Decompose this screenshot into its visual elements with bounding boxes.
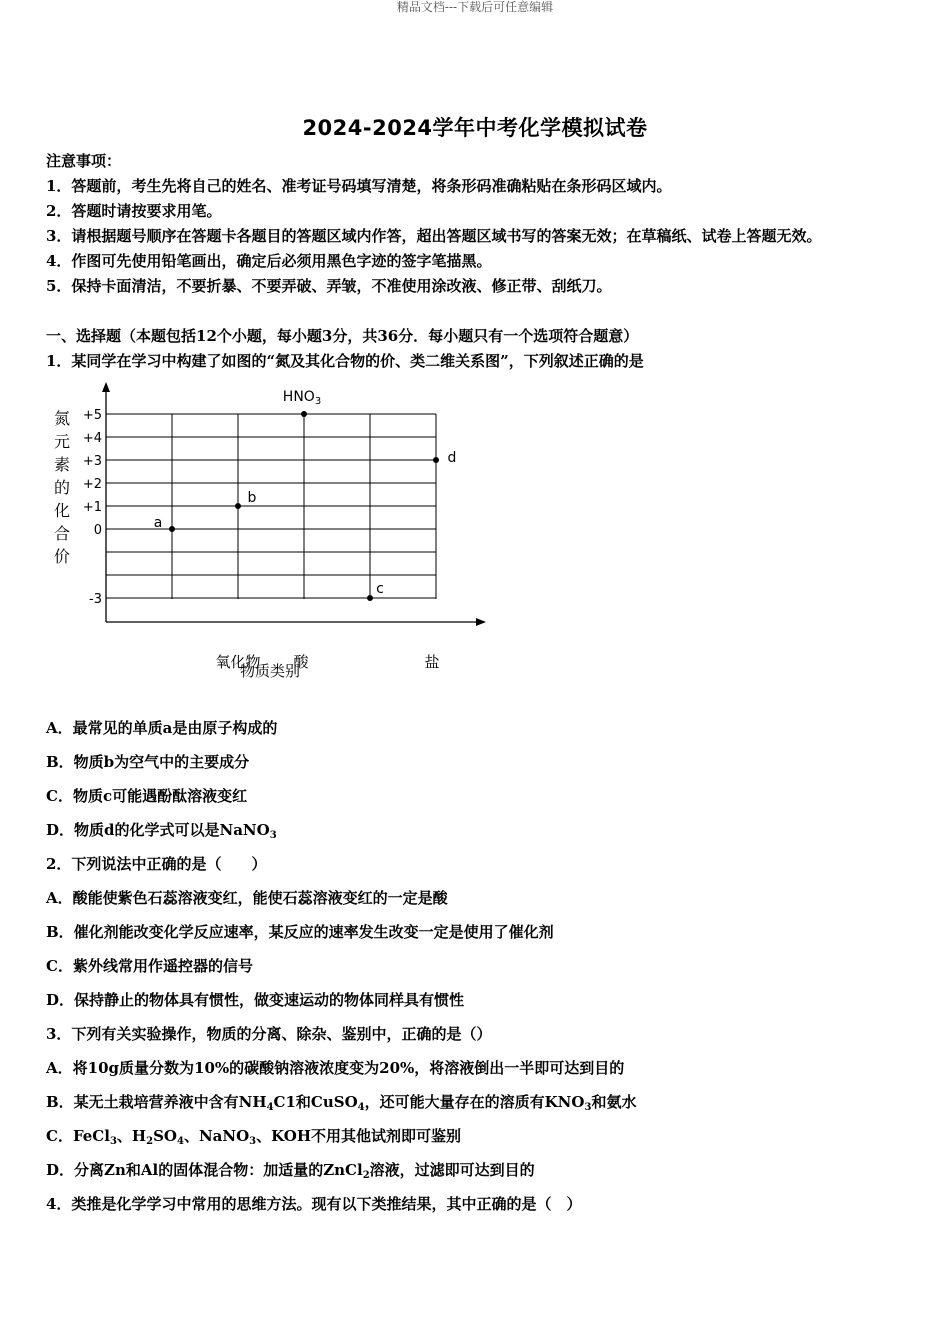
valence-class-chart xyxy=(46,378,506,688)
question-3-stem: 3．下列有关实验操作，物质的分离、除杂、鉴别中，正确的是（） xyxy=(46,1025,492,1043)
text: C1和CuSO xyxy=(273,1093,358,1111)
y-tick-label: +2 xyxy=(82,477,102,492)
data-point xyxy=(433,457,439,463)
q1-option-a[interactable]: A．最常见的单质a是由原子构成的 xyxy=(46,719,278,737)
q3-option-c[interactable] xyxy=(46,1126,461,1146)
y-label-char: 氮 xyxy=(53,409,71,428)
x-category-label: 氧化物 xyxy=(215,653,261,671)
question-1-stem: 1．某同学在学习中构建了如图的“氮及其化合物的价、类二维关系图”，下列叙述正确的是 xyxy=(46,352,644,370)
section-heading: 一、选择题（本题包括12个小题，每小题3分，共36分．每小题只有一个选项符合题意） xyxy=(46,327,639,345)
q1-option-d[interactable] xyxy=(46,820,277,840)
x-category-label: 盐 xyxy=(424,653,440,671)
text: 、KOH不用其他试剂即可鉴别 xyxy=(256,1127,462,1145)
q2-option-c[interactable]: C．紫外线常用作遥控器的信号 xyxy=(46,957,253,975)
text: SO xyxy=(153,1127,177,1145)
chart-axes xyxy=(102,382,486,626)
notice-item: 2．答题时请按要求用笔。 xyxy=(46,202,222,220)
subscript: 3 xyxy=(584,1102,592,1113)
subscript: 3 xyxy=(109,1136,117,1147)
subscript: 3 xyxy=(314,396,322,407)
text: 、H xyxy=(116,1127,147,1145)
subscript: 2 xyxy=(146,1136,154,1147)
subscript: 2 xyxy=(362,1170,370,1181)
page-header-note: 精品文档---下载后可任意编辑 xyxy=(396,0,554,14)
y-tick-label: +5 xyxy=(82,408,102,423)
subscript: 4 xyxy=(357,1102,365,1113)
subscript: 3 xyxy=(269,830,277,841)
data-point xyxy=(367,595,373,601)
chart-y-ticks xyxy=(83,408,102,607)
data-point-label: c xyxy=(376,581,384,597)
y-tick-label: -3 xyxy=(89,592,102,607)
text: ，还可能大量存在的溶质有KNO xyxy=(364,1093,585,1111)
q2-option-a[interactable]: A．酸能使紫色石蕊溶液变红，能使石蕊溶液变红的一定是酸 xyxy=(46,889,448,907)
data-point-label: b xyxy=(247,490,257,506)
y-label-char: 元 xyxy=(53,432,71,451)
y-label-char: 合 xyxy=(53,524,71,543)
q1-option-c[interactable]: C．物质c可能遇酚酞溶液变红 xyxy=(46,787,248,805)
y-tick-label: 0 xyxy=(93,523,102,538)
y-label-char: 的 xyxy=(53,478,71,497)
chart-y-label xyxy=(54,409,70,566)
chart-grid xyxy=(106,414,436,599)
x-axis-arrow xyxy=(476,618,486,626)
q2-option-d[interactable]: D．保持静止的物体具有惯性，做变速运动的物体同样具有惯性 xyxy=(46,991,465,1009)
question-2-stem: 2．下列说法中正确的是（ ） xyxy=(46,855,267,873)
y-label-char: 素 xyxy=(53,455,71,474)
text: 、NaNO xyxy=(183,1127,250,1145)
y-tick-label: +1 xyxy=(82,500,102,515)
text: 溶液，过滤即可达到目的 xyxy=(369,1161,535,1179)
notice-item: 1．答题前，考生先将自己的姓名、准考证号码填写清楚，将条形码准确粘贴在条形码区域内。 xyxy=(46,177,672,195)
y-axis-arrow xyxy=(102,382,110,392)
y-label-char: 化 xyxy=(53,501,71,520)
x-category-label: 酸 xyxy=(293,653,309,671)
notice-heading: 注意事项： xyxy=(46,152,122,170)
y-tick-label: +3 xyxy=(82,454,102,469)
text: B．某无土栽培营养液中含有NH xyxy=(46,1093,267,1111)
q3-option-b[interactable] xyxy=(46,1092,636,1112)
text: C．FeCl xyxy=(46,1127,110,1145)
notice-item: 5．保持卡面清洁，不要折暴、不要弄破、弄皱，不准使用涂改液、修正带、刮纸刀。 xyxy=(46,277,612,295)
q1-option-d-text: D．物质d的化学式可以是NaNO xyxy=(46,821,270,839)
chart-x-label: 物质类别 xyxy=(239,662,301,680)
q1-option-b[interactable]: B．物质b为空气中的主要成分 xyxy=(46,753,250,771)
subscript: 3 xyxy=(249,1136,257,1147)
data-point xyxy=(301,411,307,417)
q2-option-b[interactable]: B．催化剂能改变化学反应速率，某反应的速率发生改变一定是使用了催化剂 xyxy=(46,923,554,941)
question-4-stem: 4．类推是化学学习中常用的思维方法。现有以下类推结果，其中正确的是（ ） xyxy=(46,1195,582,1213)
y-tick-label: +4 xyxy=(82,431,102,446)
y-label-char: 价 xyxy=(53,547,71,566)
chart-points xyxy=(154,389,457,601)
page-title: 2024-2024学年中考化学模拟试卷 xyxy=(302,116,648,140)
notice-item: 4．作图可先使用铅笔画出，确定后必须用黑色字迹的签字笔描黑。 xyxy=(46,252,492,270)
notice-item: 3．请根据题号顺序在答题卡各题目的答题区域内作答，超出答题区域书写的答案无效；在草稿纸、试卷上答题无效。 xyxy=(46,227,822,245)
q3-option-a[interactable]: A．将10g质量分数为10%的碳酸钠溶液浓度变为20%，将溶液倒出一半即可达到目的 xyxy=(46,1059,625,1077)
subscript: 4 xyxy=(176,1136,184,1147)
data-point xyxy=(169,526,175,532)
data-point xyxy=(235,503,241,509)
data-point-label: a xyxy=(153,515,163,531)
data-point-label: $HNO_3$ xyxy=(282,389,322,407)
text: 和氨水 xyxy=(591,1093,637,1111)
text: D．分离Zn和Al的固体混合物：加适量的ZnCl xyxy=(46,1161,363,1179)
data-point-label: d xyxy=(447,450,457,466)
subscript: 4 xyxy=(266,1102,274,1113)
q3-option-d[interactable] xyxy=(46,1160,535,1180)
